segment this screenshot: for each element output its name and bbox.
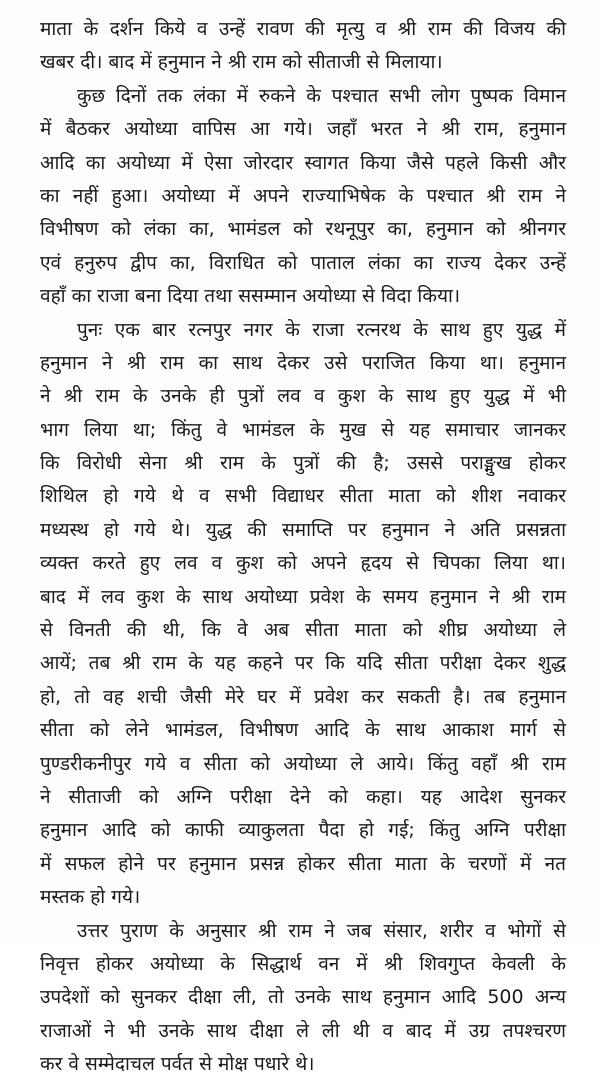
text-line: वहाँ का राजा बना दिया तथा ससम्मान अयोध्या से विदा किया। (40, 285, 461, 308)
text-line: विभीषण को लंका का, भामंडल को रथनूपुर का, हनुमान को श्रीनगर (40, 218, 566, 241)
text-line: कि विरोधी सेना श्री राम के पुत्रों की है; उससे पराङ्मुख होकर (40, 452, 566, 475)
text-line: व्यक्त करते हुए लव व कुश को अपने हृदय से चिपका लिया था। (40, 552, 566, 575)
text-line: उत्तर पुराण के अनुसार श्री राम ने जब संसार, शरीर व भोगों से (77, 919, 566, 942)
text-line: का नहीं हुआ। अयोध्या में अपने राज्याभिषेक के पश्चात श्री राम ने (40, 184, 566, 207)
text-line: एवं हनुरुप द्वीप का, विराधित को पाताल लंका का राज्य देकर उन्हें (40, 251, 566, 274)
text-line: कर वे सम्मेदाचल पर्वत से मोक्ष पधारे थे। (40, 1053, 315, 1076)
page-text (40, 13, 566, 1082)
text-line: में बैठकर अयोध्या वापिस आ गये। जहाँ भरत ने श्री राम, हनुमान (40, 118, 566, 141)
text-line: में सफल होने पर हनुमान प्रसन्न होकर सीता माता के चरणों में नत (40, 852, 566, 875)
text-line: पुण्डरीकनीपुर गये व सीता को अयोध्या ले आये। किंतु वहाँ श्री राम (40, 752, 566, 775)
text-line: भाग लिया था; किंतु वे भामंडल के मुख से यह समाचार जानकर (40, 418, 566, 441)
text-line: ने श्री राम के उनके ही पुत्रों लव व कुश के साथ हुए युद्ध में भी (40, 385, 566, 408)
text-line: माता के दर्शन किये व उन्हें रावण की मृत्यु व श्री राम की विजय की (40, 18, 566, 40)
text-line: निवृत्त होकर अयोध्या के सिद्धार्थ वन में श्री शिवगुप्त केवली के (40, 952, 566, 975)
text-line: राजाओं ने भी उनके साथ दीक्षा ले ली थी व बाद में उग्र तपश्चरण (40, 1019, 566, 1042)
text-line: हनुमान ने श्री राम का साथ देकर उसे पराजित किया था। हनुमान (40, 351, 566, 374)
text-line: उपदेशों को सुनकर दीक्षा ली, तो उनके साथ हनुमान आदि 500 अन्य (40, 986, 566, 1009)
text-line: पुनः एक बार रत्नपुर नगर के राजा रत्नरथ के साथ हुए युद्ध में (77, 318, 566, 341)
text-line: मस्तक हो गये। (40, 886, 141, 909)
text-line: आदि का अयोध्या में ऐसा जोरदार स्वागत किया जैसे पहले किसी और (40, 151, 566, 174)
text-line: हो, तो वह शची जैसी मेरे घर में प्रवेश कर सकती है। तब हनुमान (40, 685, 566, 708)
text-line: से विनती की थी, कि वे अब सीता माता को शीघ्र अयोध्या ले (40, 619, 566, 642)
text-line: ने सीताजी को अग्नि परीक्षा देने को कहा। यह आदेश सुनकर (40, 785, 566, 808)
text-line: शिथिल हो गये थे व सभी विद्याधर सीता माता को शीश नवाकर (40, 485, 566, 508)
text-line: सीता को लेने भामंडल, विभीषण आदि के साथ आकाश मार्ग से (40, 719, 566, 742)
text-line: खबर दी। बाद में हनुमान ने श्री राम को सीताजी से मिलाया। (40, 51, 443, 74)
text-line: आयें; तब श्री राम के यह कहने पर कि यदि सीता परीक्षा देकर शुद्ध (40, 652, 566, 675)
text-line: मध्यस्थ हो गये थे। युद्ध की समाप्ति पर हनुमान ने अति प्रसन्नता (40, 518, 566, 541)
text-line: बाद में लव कुश के साथ अयोध्या प्रवेश के समय हनुमान ने श्री राम (40, 585, 566, 608)
text-line: कुछ दिनों तक लंका में रुकने के पश्चात सभी लोग पुष्पक विमान (77, 84, 566, 107)
text-line: हनुमान आदि को काफी व्याकुलता पैदा हो गई; किंतु अग्नि परीक्षा (40, 819, 566, 842)
